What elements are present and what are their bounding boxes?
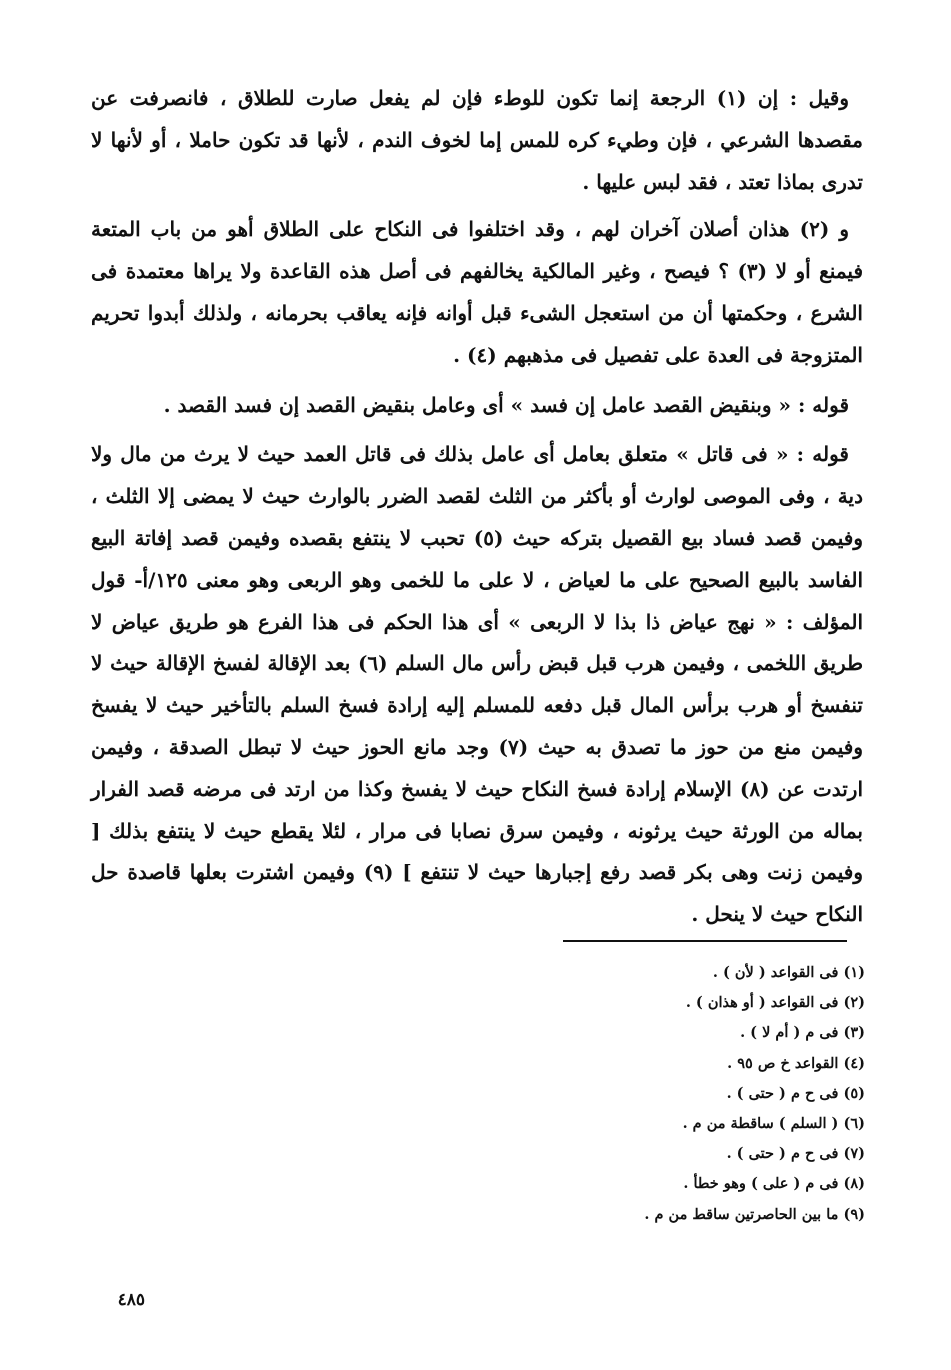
paragraph-4: قوله : « فى قاتل » متعلق بعامل أى عامل بذلك فى قاتل العمد حيث لا يرث من مال ولا دية ، وفى الموصى لوارث أو بأكثر من الثلث لقصد الضرر بالوارث حيث لا يمضى إلا الثلث ، وفيمن قصد فساد بيع القصيل بتركه حيث (٥) تحبب لا ينتفع بقصده وفيمن قصد إفاتة البيع الفاسد بالبيع الصحيح على ما لعياض ، لا على ما للخمى وهو الربعى وهو معنى ١٢٥/أ- قول المؤلف : « نهج عياض ذا بذا لا الربعى » أى هذا الحكم فى هذا الفرع هو طريق عياض لا طريق اللخمى ، وفيمن هرب قبل قبض رأس مال السلم (٦) بعد الإقالة لفسخ الإقالة حيث لا تنفسخ أو هرب برأس المال قبل دفعه للمسلم إليه إرادة فسخ السلم بالتأخير حيث لا يفسخ وفيمن منع من حوز ما تصدق به حيث (٧) وجد مانع الحوز حيث لا تبطل الصدقة ، وفيمن ارتدت عن (٨) الإسلام إرادة فسخ النكاح حيث لا يفسخ وكذا من ارتد فى مرضه قصد الفرار بماله من الورثة حيث يرثونه ، وفيمن سرق نصابا فى مرار ، لئلا يقطع حيث لا ينتفع بذلك [ وفيمن زنت وهى بكر قصد رفع إجبارها حيث لا تنتفع ] (٩) وفيمن اشترت بعلها قاصدة حل النكاح حيث لا ينحل .: [91, 442, 864, 927]
footnote-6: (٦) ( السلم ) ساقطة من م .: [682, 1115, 865, 1133]
page-number: ٤٨٥: [117, 1290, 145, 1310]
footnote-5: (٥) فى ح م ( حتى ) .: [726, 1084, 865, 1102]
paragraph-2: و (٢) هذان أصلان آخران لهم ، وقد اختلفوا فى النكاح على الطلاق أهو من باب المتعة فيمنع أو لا (٣) ؟ فيصح ، وغير المالكية يخالفهم فى أصل هذه القاعدة ولا يراها معتمدة فى الشرع ، وحكمتها أن من استعجل الشىء قبل أوانه فإنه يعاقب بحرمانه ، ولذلك أبدوا تحريم المتزوجة فى العدة على تفصيل فى مذهبهم (٤) .: [91, 217, 864, 367]
footnote-4: (٤) القواعد خ ص ٩٥ .: [727, 1054, 865, 1072]
paragraph-1: وقيل : إن (١) الرجعة إنما تكون للوطء فإن لم يفعل صارت للطلاق ، فانصرفت عن مقصدها الشرعي ، فإن وطيء كره للمس إما لخوف الندم ، لأنها قد تكون حاملا ، أو لأنها لا تدرى بماذا تعتد ، فقد لبس عليها .: [91, 86, 863, 194]
footnote-8: (٨) فى م ( على ) وهو خطأ .: [683, 1175, 865, 1193]
footnote-2: (٢) فى القواعد ( أو هذان ) .: [685, 994, 865, 1012]
footnote-1: (١) فى القواعد ( لأن ) .: [712, 964, 865, 981]
footnote-3: (٣) فى م ( أم لا ) .: [740, 1024, 865, 1042]
footnote-9: (٩) ما بين الحاصرتين ساقط من م .: [644, 1205, 865, 1223]
footnote-7: (٧) فى ح م ( حتى ) .: [726, 1145, 865, 1163]
footnotes-list: [365, 958, 865, 1230]
footnote-separator: [563, 940, 847, 942]
paragraph-3: قوله : « وبنقيض القصد عامل إن فسد » أى وعامل بنقيض القصد إن فسد القصد .: [163, 392, 849, 417]
main-text: [91, 78, 863, 944]
